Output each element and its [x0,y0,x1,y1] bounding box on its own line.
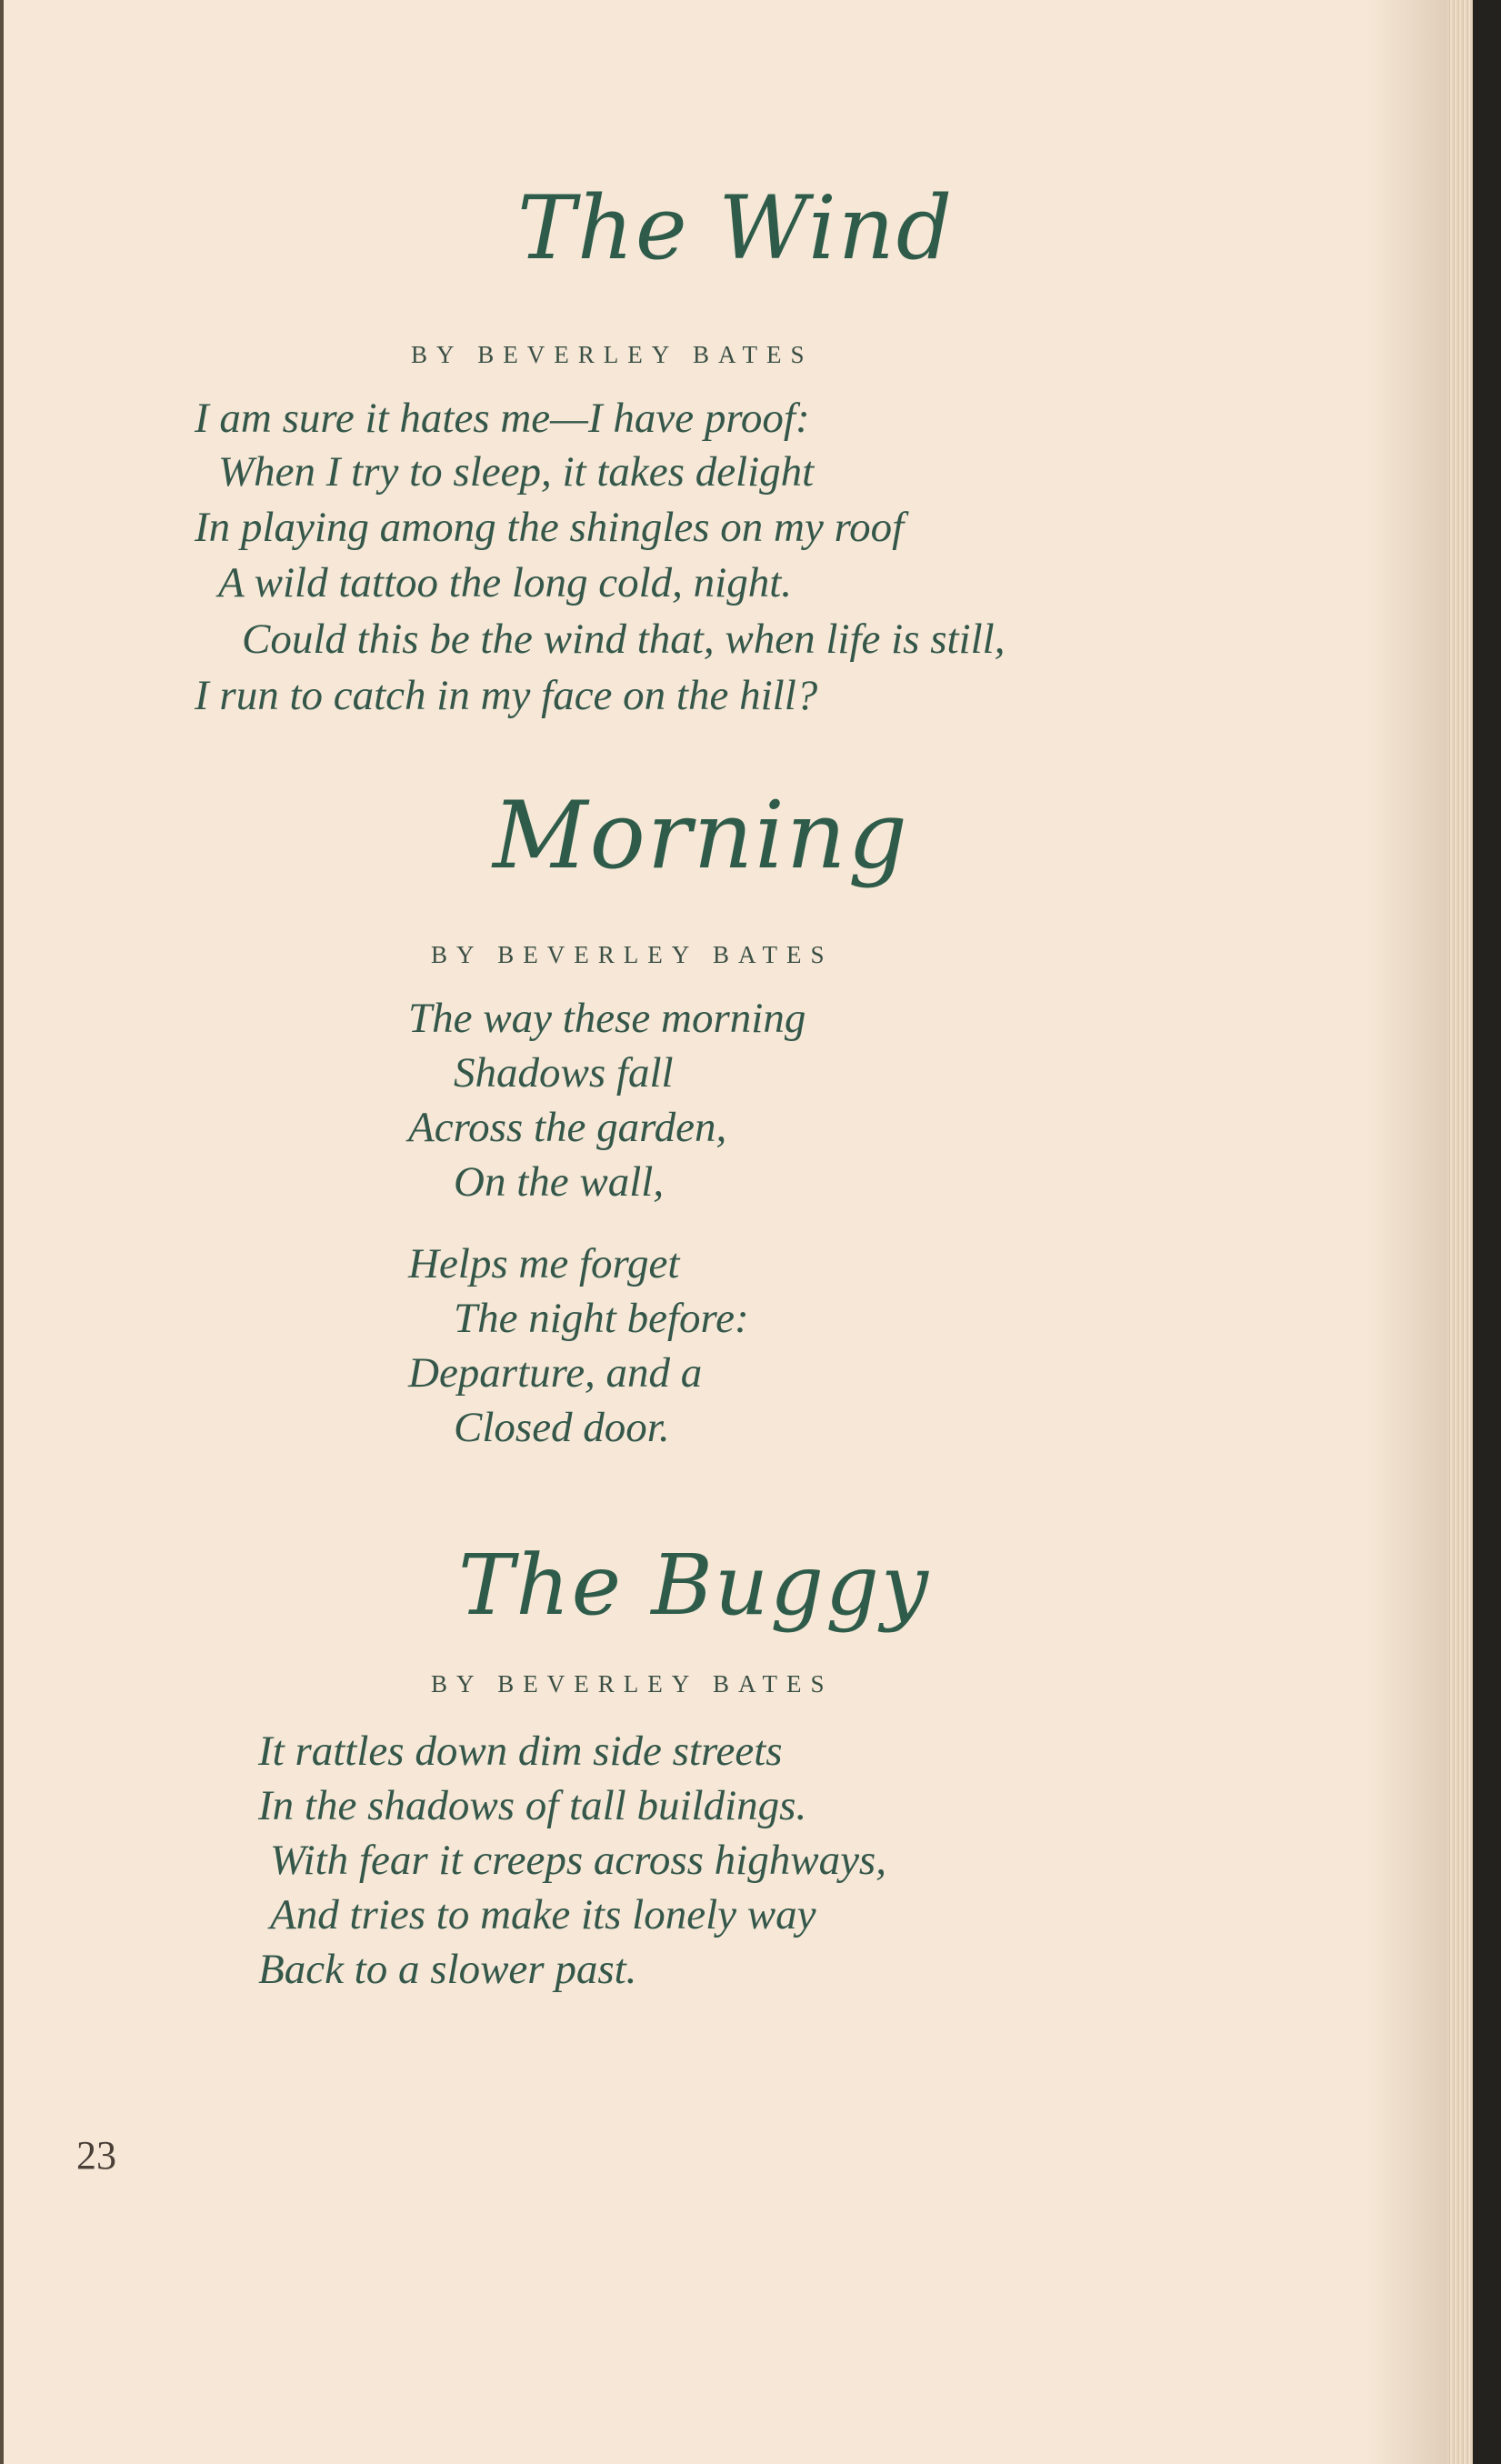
poem-line: It rattles down dim side streets [258,1728,783,1775]
poem-line: With fear it creeps across highways, [270,1837,886,1884]
poem-title-wind: The Wind [517,177,955,279]
poem-line: When I try to sleep, it takes delight [218,448,815,496]
page-gutter-shadow [1367,0,1447,2464]
poem-line: Departure, and a [408,1349,703,1397]
poem-line: In the shadows of tall buildings. [258,1782,807,1829]
poem-line: Helps me forget [408,1240,680,1287]
poem-line: The way these morning [408,995,806,1042]
poem-line: Across the garden, [408,1104,727,1151]
poem-title-morning: Morning [493,782,909,890]
poem-line: I run to catch in my face on the hill? [195,672,818,719]
poem-line: On the wall, [454,1158,665,1206]
poem-line: A wild tattoo the long cold, night. [218,559,793,606]
poem-line: Shadows fall [454,1049,674,1097]
poem-line: Back to a slower past. [258,1946,637,1993]
poem-line: I am sure it hates me—I have proof: [195,395,810,442]
book-spine-shadow [1473,0,1501,2464]
poem-line: Closed door. [454,1404,670,1451]
poem-byline-buggy: BY BEVERLEY BATES [431,1670,834,1698]
poem-line: The night before: [454,1295,749,1342]
poem-line: And tries to make its lonely way [270,1891,816,1938]
poem-line: Could this be the wind that, when life is still, [242,616,1006,663]
poem-byline-wind: BY BEVERLEY BATES [411,341,814,368]
poem-line: In playing among the shingles on my roof [195,504,905,551]
poem-byline-morning: BY BEVERLEY BATES [431,941,834,968]
poem-title-buggy: The Buggy [458,1537,930,1634]
page-number: 23 [76,2133,116,2178]
